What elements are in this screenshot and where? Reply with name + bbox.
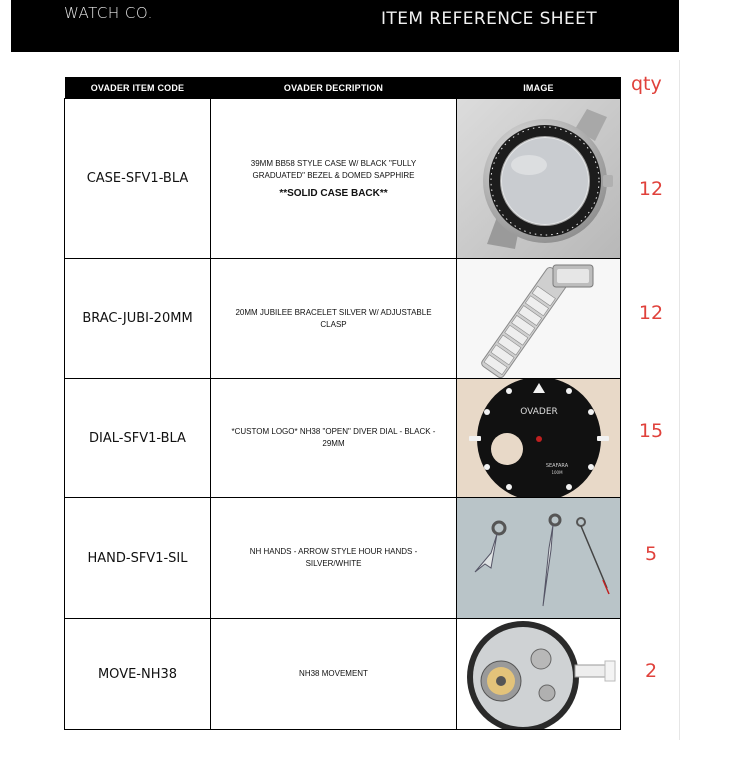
- dial-icon: [457, 379, 620, 497]
- watch-hands-icon: [457, 498, 620, 618]
- item-image: [457, 259, 621, 379]
- bracelet-icon: [457, 259, 620, 378]
- brand-name: WATCH CO.: [64, 4, 153, 22]
- qty-value: 12: [638, 178, 664, 200]
- qty-value: 15: [638, 420, 664, 442]
- item-reference-table: [64, 77, 621, 730]
- item-image: [457, 619, 621, 730]
- table-row: [65, 619, 621, 730]
- item-image: [457, 99, 621, 259]
- description-line: SILVER/WHITE: [305, 559, 362, 568]
- description-line: 39MM BB58 STYLE CASE W/ BLACK "FULLY: [250, 158, 417, 168]
- item-code: HAND-SFV1-SIL: [65, 498, 211, 619]
- description-line: NH38 MOVEMENT: [299, 669, 368, 678]
- item-description: [211, 498, 457, 619]
- qty-value: 5: [644, 543, 658, 565]
- movement-icon: [457, 619, 620, 729]
- item-code: CASE-SFV1-BLA: [65, 99, 211, 259]
- watch-case-icon: [457, 99, 620, 258]
- table-row: [65, 99, 621, 259]
- qty-value: 2: [644, 660, 658, 682]
- description-line: *CUSTOM LOGO* NH38 "OPEN" DIVER DIAL - BLACK -: [231, 427, 436, 436]
- table-header-row: [65, 77, 621, 99]
- table-row: [65, 498, 621, 619]
- item-description: [211, 619, 457, 730]
- qty-value: 12: [638, 302, 664, 324]
- description-line: 29MM: [322, 439, 345, 448]
- qty-column-label: qty: [631, 73, 662, 95]
- item-image: [457, 379, 621, 498]
- item-code: MOVE-NH38: [65, 619, 211, 730]
- description-line: 20MM JUBILEE BRACELET SILVER W/ ADJUSTABLE: [235, 307, 432, 317]
- page-edge-divider: [679, 60, 680, 740]
- item-code: DIAL-SFV1-BLA: [65, 379, 211, 498]
- table-row: [65, 259, 621, 379]
- item-code: BRAC-JUBI-20MM: [65, 259, 211, 379]
- item-description: [211, 379, 457, 498]
- description-line: CLASP: [320, 319, 347, 329]
- item-description: [211, 99, 457, 259]
- column-header-item-code: OVADER ITEM CODE: [65, 77, 211, 99]
- dial-model-text: SEAFARA: [545, 463, 569, 469]
- description-line: NH HANDS - ARROW STYLE HOUR HANDS -: [249, 547, 418, 556]
- table-row: [65, 379, 621, 498]
- dial-depth-text: 100M: [551, 470, 563, 475]
- sheet-title: ITEM REFERENCE SHEET: [381, 9, 598, 29]
- description-line: GRADUATED" BEZEL & DOMED SAPPHIRE: [252, 170, 415, 180]
- item-image: [457, 498, 621, 619]
- dial-logo-text: OVADER: [520, 407, 558, 417]
- description-note: **SOLID CASE BACK**: [279, 187, 388, 199]
- item-description: [211, 259, 457, 379]
- header-bar: [11, 0, 679, 52]
- column-header-description: OVADER DECRIPTION: [211, 77, 457, 99]
- column-header-image: IMAGE: [457, 77, 621, 99]
